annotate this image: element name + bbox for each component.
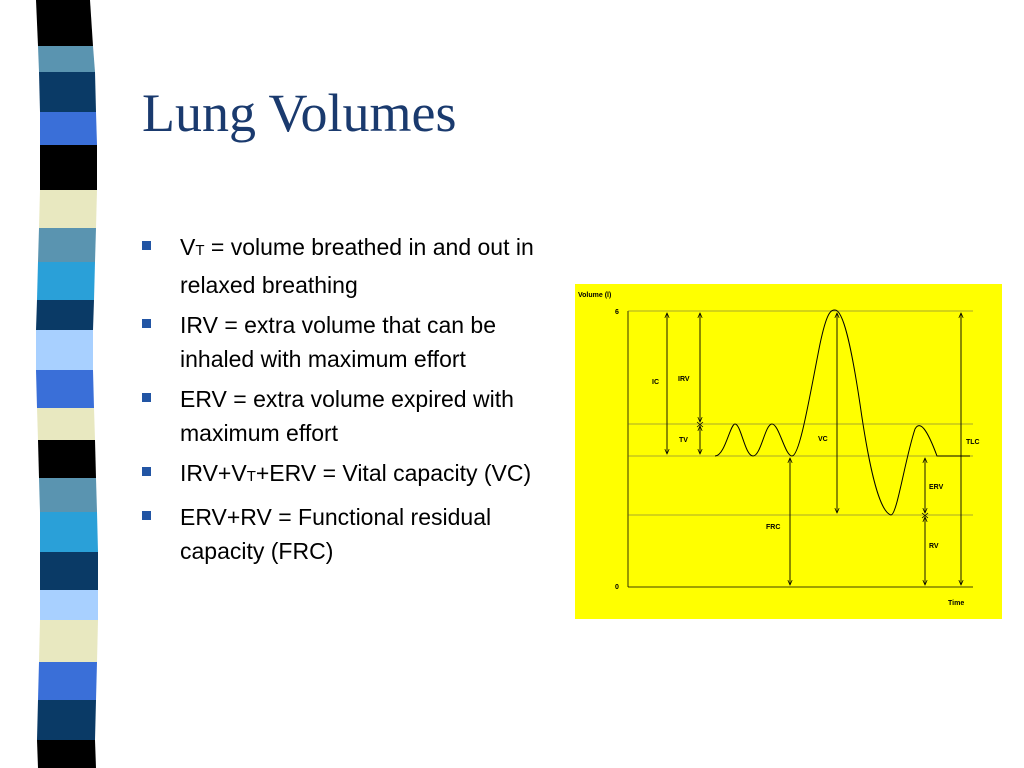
bullet-square-icon: [142, 319, 151, 328]
stripe-band: [37, 740, 96, 768]
stripe-band: [37, 408, 95, 440]
stripe-band: [40, 590, 98, 620]
stripe-band: [39, 190, 97, 228]
stripe-band: [38, 440, 96, 478]
bullet-item-irv: IRV = extra volume that can be inhaled with maximum effort: [142, 308, 552, 376]
lung-volume-diagram: [575, 284, 1002, 619]
bullet-square-icon: [142, 467, 151, 476]
stripe-band: [37, 700, 96, 740]
bullet-square-icon: [142, 511, 151, 520]
stripe-band: [40, 552, 98, 590]
stripe-band: [38, 662, 97, 700]
x-axis-label: Time: [948, 600, 965, 607]
label-irv: IRV: [678, 376, 690, 383]
bullet-item-vt: VT = volume breathed in and out in relaxed breathing: [142, 230, 552, 302]
stripe-band: [40, 112, 97, 145]
stripe-band: [40, 145, 97, 190]
stripe-band: [36, 300, 94, 330]
stripe-band: [38, 46, 95, 72]
bullet-square-icon: [142, 393, 151, 402]
stripe-band: [37, 262, 95, 300]
bullet-square-icon: [142, 241, 151, 250]
y-axis-label: Volume (l): [578, 292, 612, 299]
label-ic: IC: [652, 379, 659, 386]
label-tlc: TLC: [966, 439, 980, 446]
tick-label-6: 6: [615, 309, 619, 316]
label-rv: RV: [929, 543, 939, 550]
stripe-band: [36, 0, 93, 46]
bullet-item-vc: IRV+VT+ERV = Vital capacity (VC): [142, 456, 552, 494]
stripe-band: [38, 228, 96, 262]
stripe-band: [36, 330, 93, 370]
label-vc: VC: [818, 436, 828, 443]
label-frc: FRC: [766, 524, 781, 531]
stripe-band: [36, 370, 94, 408]
stripe-band: [39, 478, 97, 512]
decorative-stripe: [0, 0, 120, 768]
bullet-item-frc: ERV+RV = Functional residual capacity (FRC): [142, 500, 552, 568]
stripe-band: [39, 620, 98, 662]
stripe-band: [40, 512, 98, 552]
bullet-list: [142, 230, 552, 574]
label-tv: TV: [679, 437, 688, 444]
slide-title: Lung Volumes: [142, 83, 457, 143]
diagram-background: [575, 284, 1002, 619]
bullet-item-erv: ERV = extra volume expired with maximum effort: [142, 382, 552, 450]
tick-label-0: 0: [615, 584, 619, 591]
stripe-band: [39, 72, 96, 112]
label-erv: ERV: [929, 484, 944, 491]
